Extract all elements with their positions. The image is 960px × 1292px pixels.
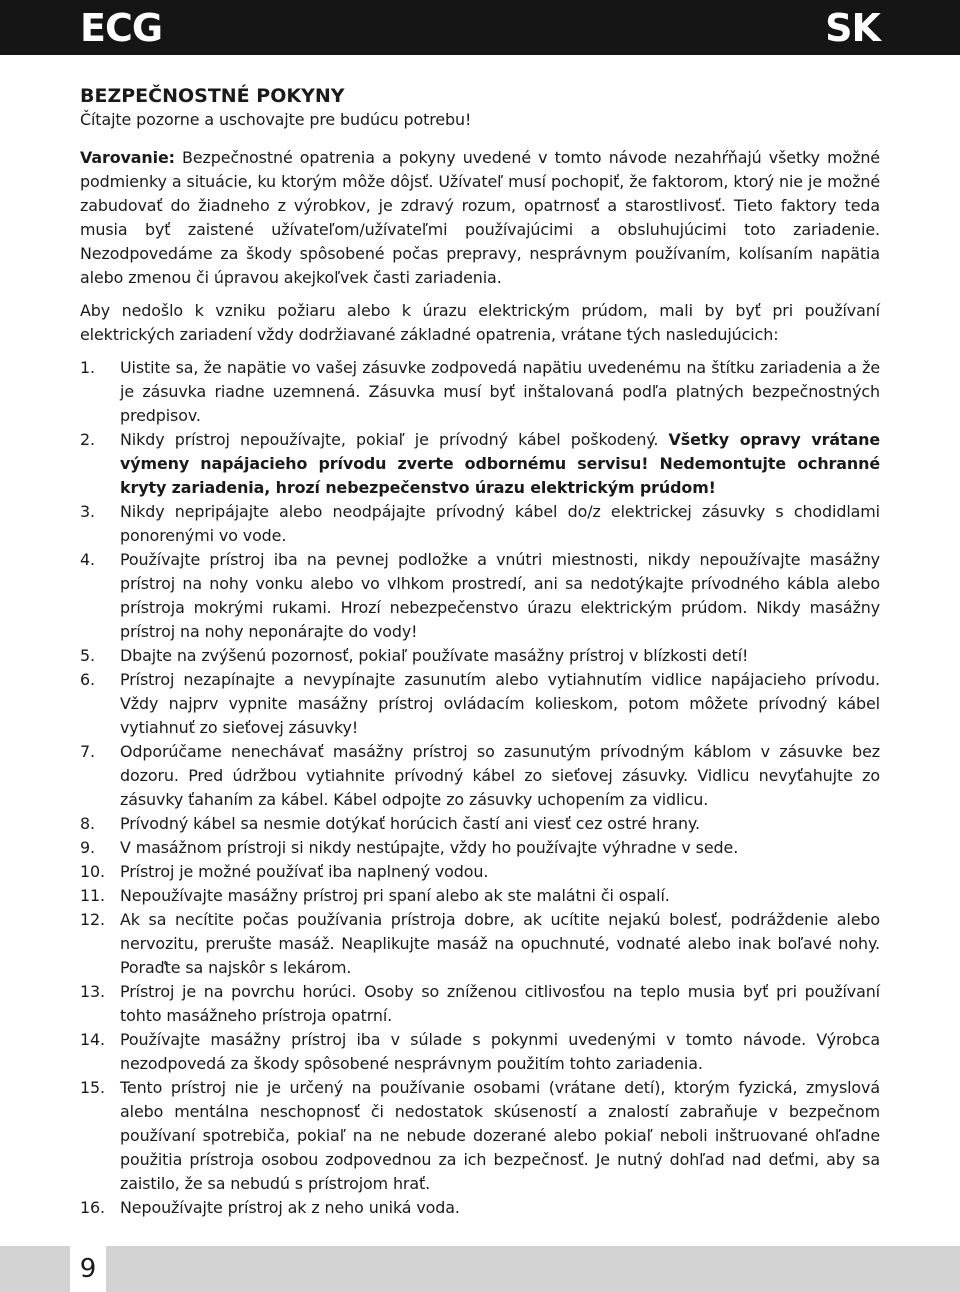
list-item: 1. Uistite sa, že napätie vo vašej zásuvke zodpovedá napätiu uvedenému na štítku zariadenia a že je zásuvka riadne uzemnená. Zásuvka musí byť inštalovaná podľa platných bezpečnostných predpisov.: [80, 358, 880, 425]
page-number: 9: [79, 1254, 97, 1284]
list-item: 7. Odporúčame nenechávať masážny prístroj so zasunutým prívodným káblom v zásuvke bez dozoru. Pred údržbou vytiahnite prívodný kábel zo sieťovej zásuvky. Vidlicu nevyťahujte zo zásuvky ťahaním za kábel. Kábel odpojte zo zásuvky uchopením za vidlicu.: [80, 742, 880, 809]
list-item: 5. Dbajte na zvýšenú pozornosť, pokiaľ používate masážny prístroj v blízkosti detí!: [80, 646, 749, 665]
warning-text: Bezpečnostné opatrenia a pokyny uvedené v tomto návode nezahŕňajú všetky možné podmienky a situácie, ku ktorým môže dôjsť. Užívateľ musí pochopiť, že faktorom, ktorý nie je možné zabudovať do žiadneho z výrobkov, je zdravý rozum, opatrnosť a starostlivosť. Tieto faktory teda musia byť zaistené užívateľom/užívateľmi používajúcimi a obsluhujúcimi toto zariadenie. Nezodpovedáme za škody spôsobené počas prepravy, nesprávnym používaním, kolísaním napätia alebo zmenou či úpravou akejkoľvek časti zariadenia.: [80, 148, 880, 287]
warning-label: Varovanie:: [80, 148, 175, 167]
list-item: 3. Nikdy nepripájajte alebo neodpájajte prívodný kábel do/z elektrickej zásuvky s chodidlami ponorenými vo vode.: [80, 502, 880, 545]
header-bar: [0, 0, 960, 55]
list-item: 6. Prístroj nezapínajte a nevypínajte zasunutím alebo vytiahnutím vidlice napájacieho prívodu. Vždy najprv vypnite masážny prístroj ovládacím kolieskom, potom môžete prívodný kábel vytiahnuť zo sieťovej zásuvky!: [80, 670, 880, 737]
bold-warning: Všetky opravy vrátane výmeny napájacieho prívodu zverte odbornému servisu! Nedemontujte ochranné kryty zariadenia, hrozí nebezpečenstvo úrazu elektrickým prúdom!: [120, 430, 880, 497]
list-item: 4. Používajte prístroj iba na pevnej podložke a vnútri miestnosti, nikdy nepoužívajte masážny prístroj na nohy vonku alebo vo vlhkom prostredí, ani sa nedotýkajte prívodného kábla alebo prístroja mokrými rukami. Hrozí nebezpečenstvo úrazu elektrickým prúdom. Nikdy masážny prístroj na nohy neponárajte do vody!: [80, 550, 880, 641]
list-item: 8. Prívodný kábel sa nesmie dotýkať horúcich častí ani viesť cez ostré hrany.: [80, 814, 700, 833]
list-item: 9. V masážnom prístroji si nikdy nestúpajte, vždy ho používajte výhradne v sede.: [80, 838, 739, 857]
footer-bar: [0, 1246, 960, 1292]
list-item: 10. Prístroj je možné používať iba naplnený vodou.: [80, 862, 489, 881]
safety-list: [80, 356, 880, 1220]
page-title: BEZPEČNOSTNÉ POKYNY: [80, 85, 345, 107]
brand-logo: ECG: [80, 6, 163, 50]
list-item: 13. Prístroj je na povrchu horúci. Osoby so zníženou citlivosťou na teplo musia byť pri používaní tohto masážneho prístroja opatrní.: [80, 982, 880, 1025]
list-item: 11. Nepoužívajte masážny prístroj pri spaní alebo ak ste malátni či ospalí.: [80, 886, 670, 905]
warning-paragraph: [80, 146, 880, 290]
intro-paragraph: Aby nedošlo k vzniku požiaru alebo k úrazu elektrickým prúdom, mali by byť pri používaní elektrických zariadení vždy dodržiavané základné opatrenia, vrátane tých nasledujúcich:: [80, 301, 880, 344]
language-code: SK: [825, 6, 880, 50]
list-item: 16. Nepoužívajte prístroj ak z neho uniká voda.: [80, 1198, 460, 1217]
list-item: 12. Ak sa necítite počas používania prístroja dobre, ak ucítite nejakú bolesť, podráždenie alebo nervozitu, prerušte masáž. Neaplikujte masáž na opuchnuté, vodnaté alebo inak boľavé nohy. Poraďte sa najskôr s lekárom.: [80, 910, 880, 977]
list-item: 15. Tento prístroj nie je určený na používanie osobami (vrátane detí), ktorým fyzická, zmyslová alebo mentálna neschopnosť či nedostatok skúseností a znalostí zabraňuje v bezpečnom používaní spotrebiča, pokiaľ na ne nebude dozerané alebo pokiaľ neboli inštruované ohľadne použitia prístroja osobou zodpovednou za ich bezpečnosť. Je nutný dohľad nad deťmi, aby sa zaistilo, že sa nebudú s prístrojom hrať.: [80, 1078, 880, 1193]
subtitle: Čítajte pozorne a uschovajte pre budúcu potrebu!: [80, 110, 472, 129]
document-body: [80, 84, 880, 1220]
list-item: 14. Používajte masážny prístroj iba v súlade s pokynmi uvedenými v tomto návode. Výrobca nezodpovedá za škody spôsobené nesprávnym použitím tohto zariadenia.: [80, 1030, 880, 1073]
list-item: 2. Nikdy prístroj nepoužívajte, pokiaľ je prívodný kábel poškodený. Všetky opravy vrátane výmeny napájacieho prívodu zverte odbornému servisu! Nedemontujte ochranné kryty zariadenia, hrozí nebezpečenstvo úrazu elektrickým prúdom!: [80, 430, 880, 497]
